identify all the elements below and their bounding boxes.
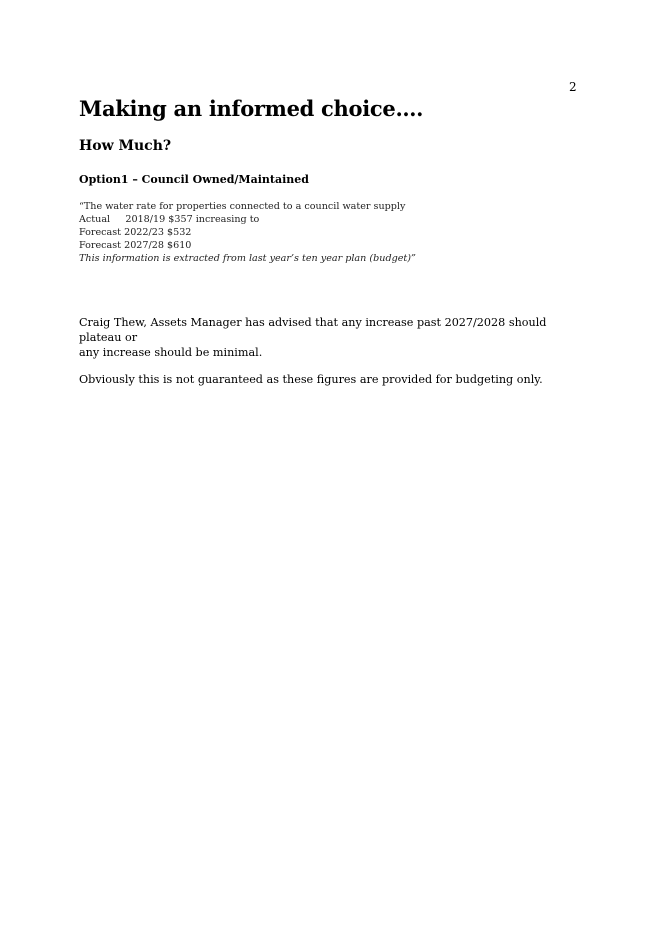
assets-manager-advice xyxy=(79,315,569,360)
quote-line-forecast-2027: Forecast 2027/28 $610 xyxy=(79,240,192,251)
quote-source-note: This information is extracted from last year’s ten year plan (budget)” xyxy=(79,253,416,264)
quote-line-actual: Actual 2018/19 $357 increasing to xyxy=(79,214,260,225)
section-heading: How Much? xyxy=(79,138,172,154)
quote-line-intro: “The water rate for properties connected to a council water supply xyxy=(79,201,406,212)
budget-disclaimer: Obviously this is not guaranteed as these figures are provided for budgeting only. xyxy=(79,373,543,386)
page-title: Making an informed choice…. xyxy=(79,96,424,121)
advice-line-2: any increase should be minimal. xyxy=(79,346,263,359)
water-rate-quote xyxy=(79,200,569,265)
option-heading: Option1 – Council Owned/Maintained xyxy=(79,173,309,186)
page-number: 2 xyxy=(569,80,577,94)
advice-line-1: Craig Thew, Assets Manager has advised that any increase past 2027/2028 should plateau or xyxy=(79,316,547,344)
document-body xyxy=(79,96,569,387)
quote-line-forecast-2022: Forecast 2022/23 $532 xyxy=(79,227,192,238)
